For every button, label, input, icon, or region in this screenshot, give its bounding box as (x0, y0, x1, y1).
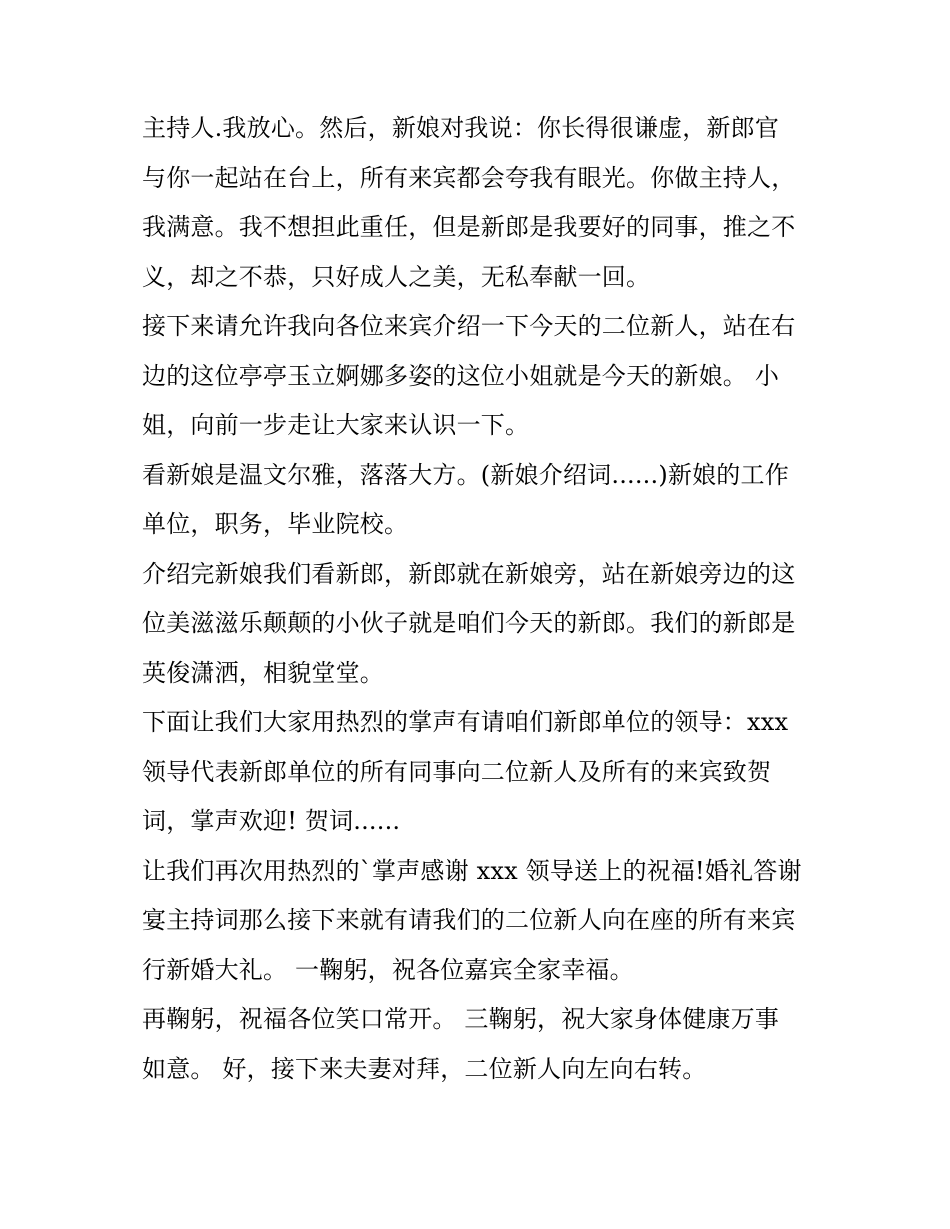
paragraph (142, 698, 822, 847)
text-line: 单位，职务，毕业院校。 (142, 510, 409, 538)
text-line: 义，却之不恭，只好成人之美，无私奉献一回。 (142, 262, 651, 291)
paragraph (142, 302, 822, 451)
text-line: 领导代表新郎单位的所有同事向二位新人及所有的来宾致贺 (142, 757, 772, 786)
text-line: 行新婚大礼。 一鞠躬，祝各位嘉宾全家幸福。 (142, 955, 634, 984)
text-line: 与你一起站在台上，所有来宾都会夸我有眼光。你做主持人， (142, 163, 796, 192)
text-line: 宴主持词那么接下来就有请我们的二位新人向在座的所有来宾 (142, 906, 796, 934)
text-line: 主持人.我放心。然后，新娘对我说：你长得很谦虚，新郎官 (142, 114, 780, 142)
text-line: 下面让我们大家用热烈的掌声有请咱们新郎单位的领导：xxx (142, 708, 789, 736)
text-line: 看新娘是温文尔雅，落落大方。(新娘介绍词......)新娘的工作 (142, 460, 789, 489)
text-line: 让我们再次用热烈的`掌声感谢 xxx 领导送上的祝福!婚礼答谢 (142, 856, 802, 885)
text-line: 如意。 好，接下来夫妻对拜，二位新人向左向右转。 (142, 1054, 707, 1083)
text-line: 英俊潇洒，相貌堂堂。 (142, 658, 384, 687)
paragraph (142, 451, 822, 550)
text-line: 介绍完新娘我们看新郎，新郎就在新娘旁，站在新娘旁边的这 (142, 559, 796, 588)
text-line: 接下来请允许我向各位来宾介绍一下今天的二位新人，站在右 (142, 312, 796, 340)
paragraph (142, 847, 822, 996)
text-line: 词，掌声欢迎! 贺词...... (142, 807, 401, 835)
text-line: 边的这位亭亭玉立婀娜多姿的这位小姐就是今天的新娘。 小 (142, 361, 780, 390)
text-line: 位美滋滋乐颠颠的小伙子就是咱们今天的新郎。我们的新郎是 (142, 609, 796, 637)
text-line: 姐，向前一步走让大家来认识一下。 (142, 411, 530, 439)
paragraph (142, 104, 822, 302)
text-line: 我满意。我不想担此重任，但是新郎是我要好的同事，推之不 (142, 213, 796, 241)
document-body (142, 104, 822, 1094)
paragraph (142, 550, 822, 699)
text-line: 再鞠躬，祝福各位笑口常开。 三鞠躬，祝大家身体健康万事 (142, 1005, 780, 1033)
paragraph (142, 995, 822, 1094)
